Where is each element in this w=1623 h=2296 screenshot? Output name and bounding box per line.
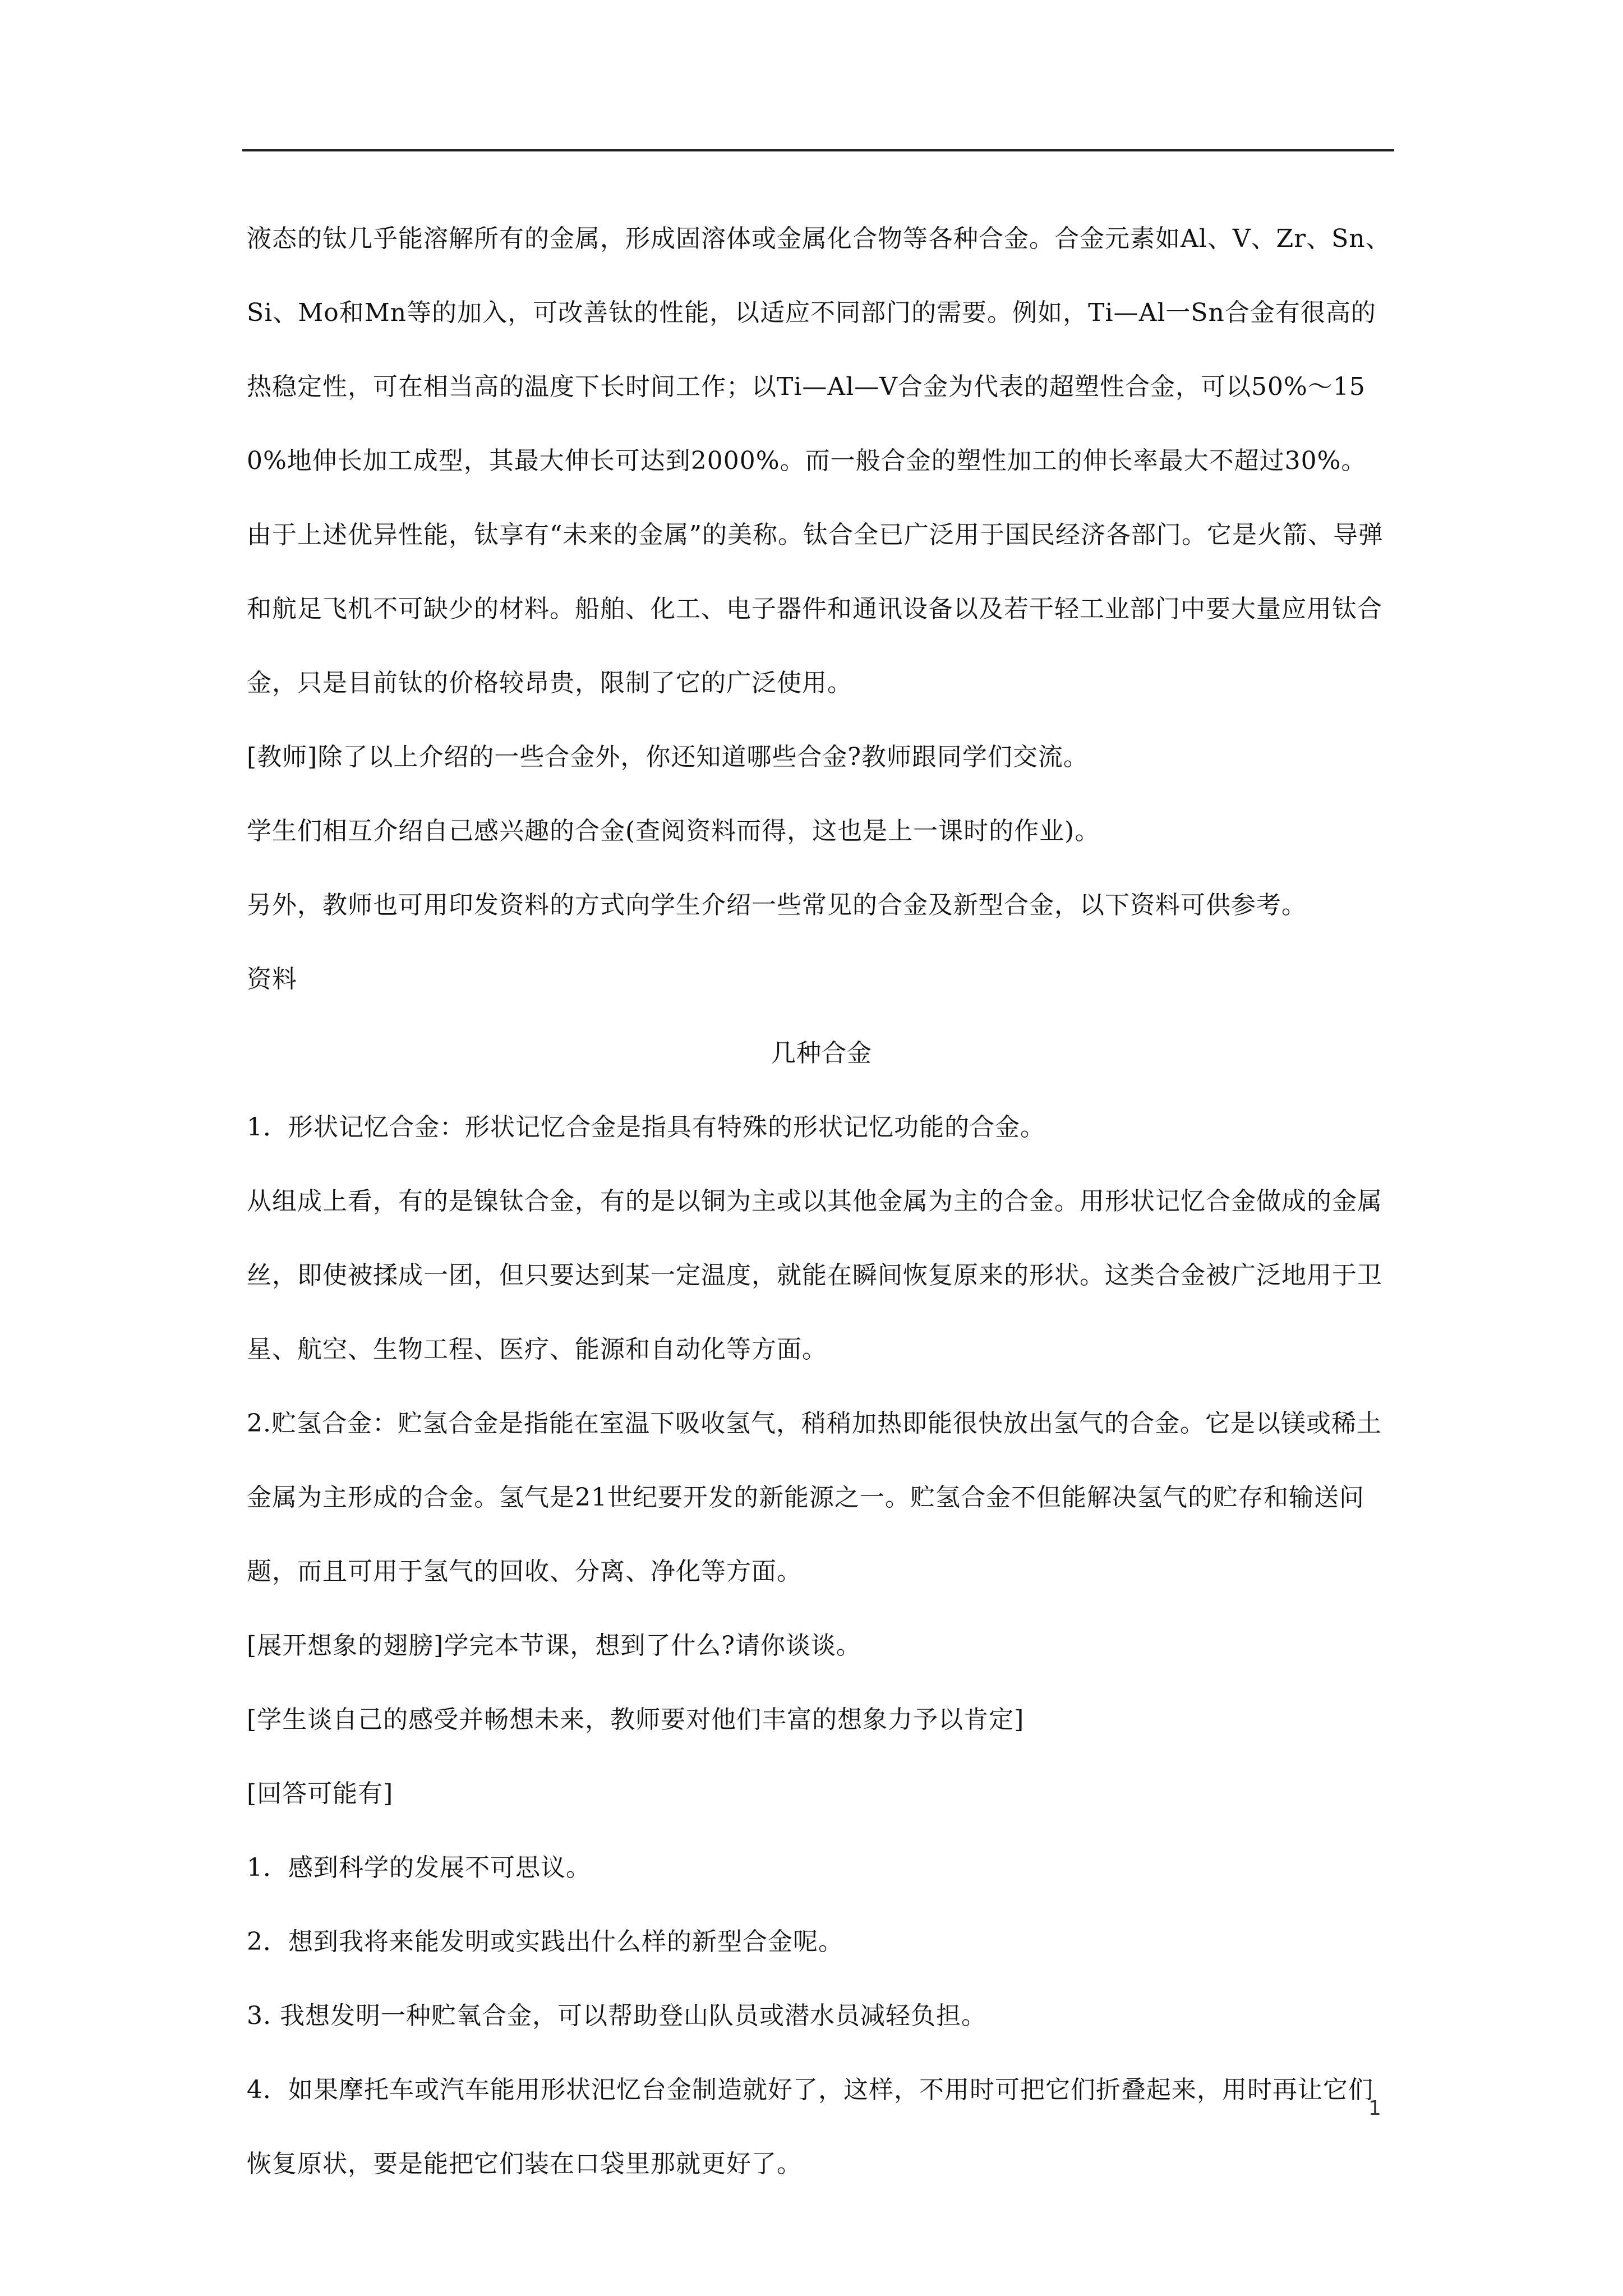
paragraph-student-intro: 学生们相互介绍自己感兴趣的合金(查阅资料而得，这也是上一课时的作业)。 [247, 817, 1100, 845]
section-title: 几种合金 [771, 1039, 872, 1068]
answer-item-4: 4．如果摩托车或汽车能用形状汜忆台金制造就好了，这样，不用时可把它们折叠起来，用时再让它们恢复原状，要是能把它们装在口袋里那就更好了。 [247, 2076, 1373, 2178]
paragraph-shape-memory-detail: 从组成上看，有的是镍钛合金，有的是以铜为主或以其他金属为主的合金。用形状记忆合金做成的金属丝，即使被揉成一团，但只要达到某一定温度，就能在瞬间恢复原来的形状。这类合金被广泛地用于卫星、航空、生物工程、医疗、能源和自动化等方面。 [247, 1187, 1382, 1364]
paragraph-possible-answers: [回答可能有] [247, 1779, 394, 1808]
header-rule [242, 149, 1394, 151]
paragraph-teacher-question: [教师]除了以上介绍的一些合金外，你还知道哪些合金?教师跟同学们交流。 [247, 743, 1089, 771]
paragraph-handout-note: 另外，教师也可用印发资料的方式向学生介绍一些常见的合金及新型合金，以下资料可供参考。 [247, 891, 1307, 919]
answer-item-2: 2．想到我将来能发明或实践出什么样的新型合金呢。 [247, 1927, 843, 1956]
document-body [247, 202, 1396, 2201]
paragraph-titanium-uses: 由于上述优异性能，钛享有“未来的金属”的美称。钛合全已广泛用于国民经济各部门。它是火箭、导弹和航足飞机不可缺少的材料。船舶、化工、电子器件和通讯设备以及若干轻工业部门中要大量应用钛合金，只是目前钛的价格较昂贵，限制了它的广泛使用。 [247, 521, 1384, 697]
paragraph-shape-memory-alloy: 1．形状记忆合金：形状记忆合金是指具有特殊的形状记忆功能的合金。 [247, 1113, 1045, 1142]
page-number: 1 [1368, 2097, 1381, 2120]
paragraph-student-feelings: [学生谈自己的感受并畅想未来，教师要对他们丰富的想象力予以肯定] [247, 1705, 1025, 1734]
paragraph-material-label: 资料 [247, 965, 297, 993]
answer-item-3: 3. 我想发明一种贮氧合金，可以帮助登山队员或潜水员减轻负担。 [247, 2001, 986, 2030]
paragraph-titanium-alloys: 液态的钛几乎能溶解所有的金属，形成固溶体或金属化合物等各种合金。合金元素如Al、V、Zr、Sn、Si、Mo和Mn等的加入，可改善钛的性能，以适应不同部门的需要。例如，Ti—Al一Sn合金有很高的热稳定性，可在相当高的温度下长时间工作；以Ti—Al—V合金为代表的超塑性合金，可以50%～150%地伸长加工成型，其最大伸长可达到2000%。而一般合金的塑性加工的伸长率最大不超过30%。 [247, 224, 1391, 475]
paragraph-hydrogen-storage-alloy: 2.贮氢合金：贮氢合金是指能在室温下吸收氢气，稍稍加热即能很快放出氢气的合金。它是以镁或稀土金属为主形成的合金。氢气是21世纪要开发的新能源之一。贮氢合金不但能解决氢气的贮存和输送问题，而且可用于氢气的回收、分离、净化等方面。 [247, 1409, 1382, 1586]
answer-item-1: 1．感到科学的发展不可思议。 [247, 1853, 591, 1882]
paragraph-imagination: [展开想象的翅膀]学完本节课，想到了什么?请你谈谈。 [247, 1631, 861, 1660]
